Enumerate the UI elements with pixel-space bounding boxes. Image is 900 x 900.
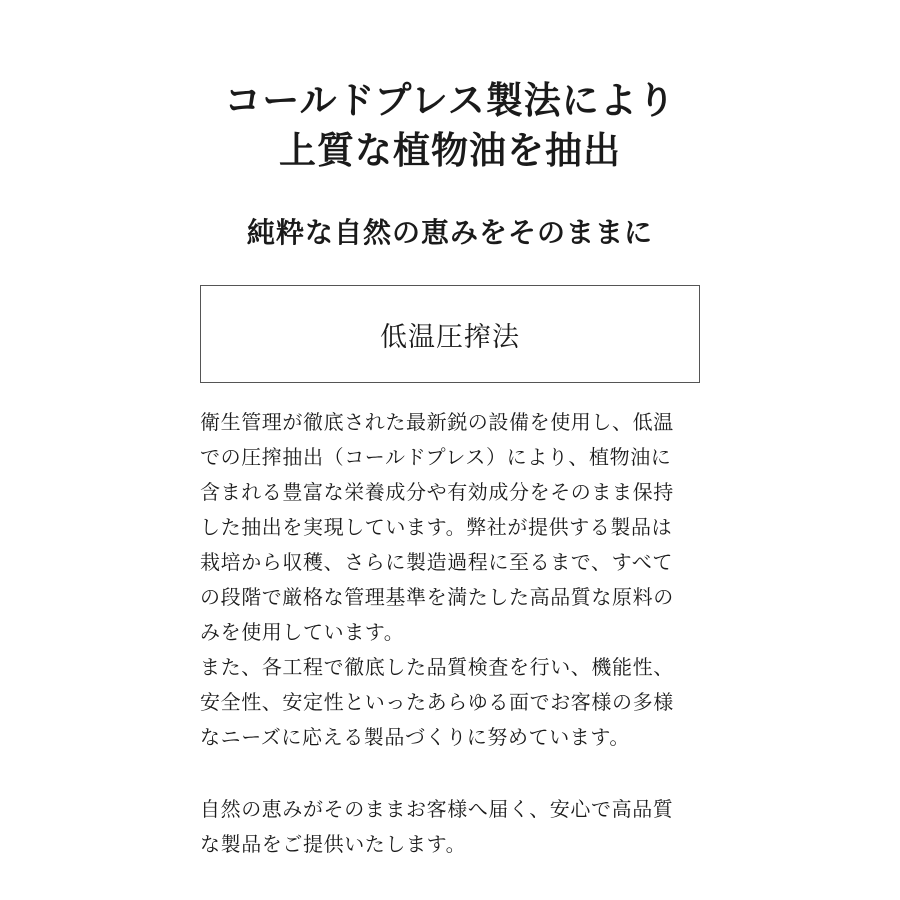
method-label: 低温圧搾法 <box>380 321 520 353</box>
paragraph-line: の段階で厳格な管理基準を満たした高品質な原料の <box>200 585 674 609</box>
paragraph-line: 衛生管理が徹底された最新鋭の設備を使用し、低温 <box>200 410 674 434</box>
description-paragraph-2 <box>200 650 700 755</box>
paragraph-line: なニーズに応える製品づくりに努めています。 <box>200 725 630 749</box>
paragraph-line: 自然の恵みがそのままお客様へ届く、安心で高品質 <box>200 797 674 821</box>
method-label-box <box>200 285 700 383</box>
paragraph-line: 含まれる豊富な栄養成分や有効成分をそのまま保持 <box>200 480 674 504</box>
paragraph-line: な製品をご提供いたします。 <box>200 832 467 856</box>
page-subtitle: 純粋な自然の恵みをそのままに <box>246 216 653 249</box>
closing-paragraph <box>200 792 700 862</box>
paragraph-line: した抽出を実現しています。弊社が提供する製品は <box>200 515 673 539</box>
paragraph-line: みを使用しています。 <box>200 620 405 644</box>
paragraph-line: 栽培から収穫、さらに製造過程に至るまで、すべて <box>200 550 673 574</box>
page-title-line-1: コールドプレス製法により <box>224 79 676 122</box>
page-title-line-2: 上質な植物油を抽出 <box>279 129 621 172</box>
paragraph-line: また、各工程で徹底した品質検査を行い、機能性、 <box>200 655 674 679</box>
description-paragraph-1 <box>200 405 700 650</box>
paragraph-line: 安全性、安定性といったあらゆる面でお客様の多様 <box>200 690 674 714</box>
paragraph-line: での圧搾抽出（コールドプレス）により、植物油に <box>200 445 672 469</box>
